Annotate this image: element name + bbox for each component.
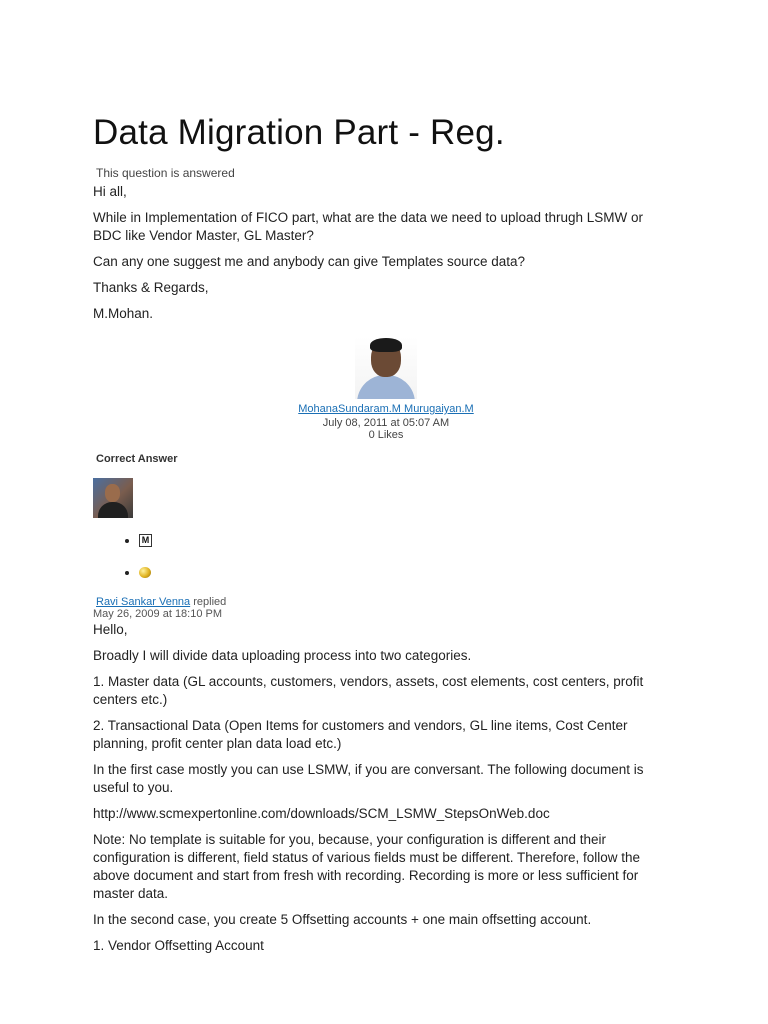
author-name-link[interactable]: MohanaSundaram.M Murugaiyan.M <box>298 403 474 415</box>
question-signoff: Thanks & Regards, <box>93 280 209 295</box>
reply-date: May 26, 2009 at 18:10 PM <box>93 608 223 620</box>
moderator-badge-icon: M <box>139 534 152 547</box>
likes-count: 0 Likes <box>368 429 404 441</box>
question-author-card <box>93 337 679 441</box>
question-signature: M.Mohan. <box>93 306 154 321</box>
post-content <box>93 112 653 955</box>
question-greeting: Hi all, <box>93 184 127 199</box>
answer-paragraph: 1. Vendor Offsetting Account <box>93 938 264 953</box>
correct-answer-label: Correct Answer <box>96 453 178 465</box>
question-paragraph: Can any one suggest me and anybody can give Templates source data? <box>93 254 526 269</box>
answer-paragraph: In the second case, you create 5 Offsetting accounts + one main offsetting account. <box>93 912 592 927</box>
answer-paragraph: Note: No template is suitable for you, because, your configuration is different and their configuration is different, field status of various fields must be different. Therefore, follow the above document and start from fresh with recording. Recording is more or less sufficient for master data. <box>93 832 641 901</box>
answer-url: http://www.scmexpertonline.com/downloads/SCM_LSMW_StepsOnWeb.doc <box>93 806 550 821</box>
status-badge-icon <box>139 567 151 578</box>
answered-status: This question is answered <box>96 166 235 180</box>
replier-name-link[interactable]: Ravi Sankar Venna <box>96 596 191 608</box>
badge-item <box>139 564 653 580</box>
replied-label: replied <box>193 596 227 608</box>
answer-greeting: Hello, <box>93 622 128 637</box>
answer-paragraph: Broadly I will divide data uploading process into two categories. <box>93 648 472 663</box>
author-avatar[interactable] <box>355 337 417 399</box>
author-post-date: July 08, 2011 at 05:07 AM <box>322 417 450 429</box>
reply-meta <box>96 596 653 608</box>
replier-badges <box>93 532 653 580</box>
answer-paragraph: In the first case mostly you can use LSMW, if you are conversant. The following document is useful to you. <box>93 762 644 795</box>
replier-avatar[interactable] <box>93 478 133 518</box>
answer-paragraph: 1. Master data (GL accounts, customers, vendors, assets, cost elements, cost centers, profit centers etc.) <box>93 674 644 707</box>
question-paragraph: While in Implementation of FICO part, what are the data we need to upload thrugh LSMW or BDC like Vendor Master, GL Master? <box>93 210 644 243</box>
badge-item <box>139 532 653 548</box>
page-title: Data Migration Part - Reg. <box>93 113 505 152</box>
answer-paragraph: 2. Transactional Data (Open Items for customers and vendors, GL line items, Cost Center planning, profit center plan data load etc.) <box>93 718 628 751</box>
